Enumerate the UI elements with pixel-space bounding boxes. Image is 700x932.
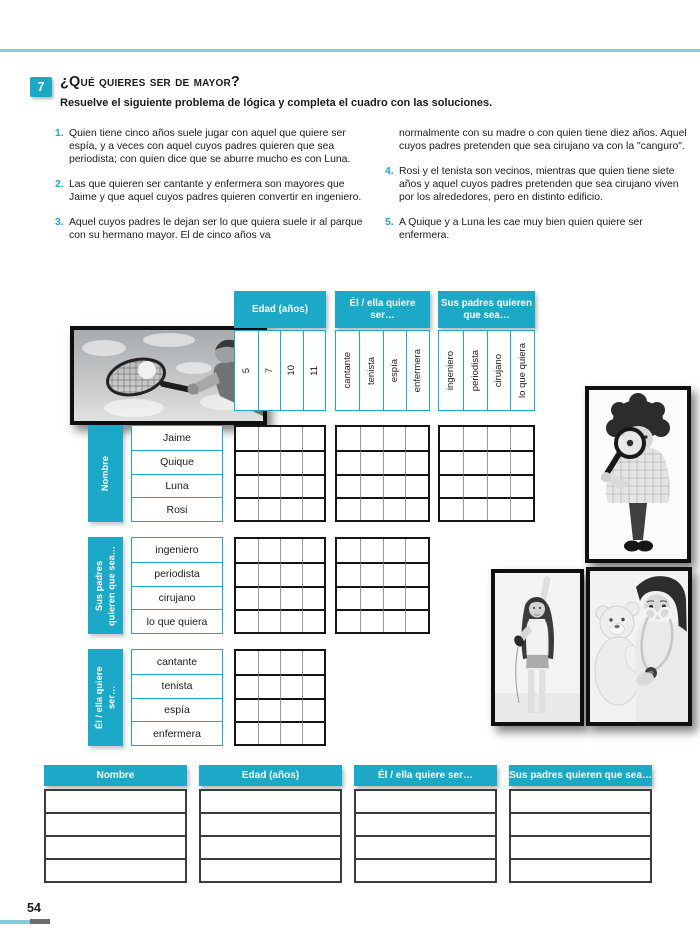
- clues-left-column: [55, 127, 375, 254]
- grid-cell[interactable]: [236, 474, 258, 497]
- grid-cell[interactable]: [280, 609, 302, 632]
- page-number: 54: [27, 901, 41, 915]
- grid-cell[interactable]: [405, 586, 428, 609]
- footer-rule-gray: [30, 919, 50, 924]
- nurse-girl-image: [590, 571, 688, 722]
- row-label: Rosi: [132, 497, 222, 521]
- grid-cell[interactable]: [405, 539, 428, 562]
- solution-header-padres: Sus padres quieren que sea…: [509, 765, 652, 786]
- grid-cell[interactable]: [236, 497, 258, 520]
- grid-columns-quiere-ser: [335, 330, 430, 411]
- row-label: tenista: [132, 674, 222, 698]
- row-label: cantante: [156, 655, 198, 668]
- grid-cell[interactable]: [337, 539, 360, 562]
- grid-cell[interactable]: [383, 609, 406, 632]
- row-label: cirujano: [132, 586, 222, 610]
- magnifying-glass-boy-image: [589, 390, 687, 559]
- grid-cell[interactable]: [383, 450, 406, 473]
- grid-cell[interactable]: [405, 497, 428, 520]
- photo-singing-girl: [491, 569, 584, 726]
- clue-text: Quien tiene cinco años suele jugar con aquel que quiere ser espía, y a veces con aquel cuyos padres quieren que sea periodista; con quien dice que se aburre mucho es con Luna.: [69, 128, 351, 165]
- grid-cell[interactable]: [337, 427, 360, 450]
- grid-cell[interactable]: [302, 539, 324, 562]
- grid-column-label: 11: [303, 331, 326, 410]
- row-label: Quique: [132, 450, 222, 474]
- solution-header-edad: Edad (años): [199, 765, 342, 786]
- grid-cell[interactable]: [236, 698, 258, 721]
- answer-box[interactable]: [199, 789, 342, 814]
- grid-nombre-edad: [234, 425, 326, 522]
- grid-cell[interactable]: [236, 427, 258, 450]
- grid-cell[interactable]: [258, 651, 280, 674]
- row-label: Jaime: [162, 431, 191, 444]
- grid-cell[interactable]: [236, 562, 258, 585]
- grid-cell[interactable]: [236, 539, 258, 562]
- row-labels-nombre: [131, 425, 223, 522]
- grid-cell[interactable]: [302, 698, 324, 721]
- grid-cell[interactable]: [302, 562, 324, 585]
- grid-cell[interactable]: [510, 474, 533, 497]
- grid-column-label: 10: [280, 331, 303, 410]
- answer-box[interactable]: [354, 812, 497, 837]
- grid-cell[interactable]: [360, 427, 383, 450]
- grid-column-label: lo que quiera: [510, 331, 534, 410]
- row-label: lo que quiera: [132, 609, 222, 633]
- grid-column-label: tenista: [359, 331, 382, 410]
- grid-column-label: espía: [383, 331, 406, 410]
- answer-box[interactable]: [44, 858, 187, 883]
- answer-box[interactable]: [354, 835, 497, 860]
- solution-rows-nombre: [44, 789, 187, 883]
- footer-rule-teal: [0, 920, 30, 924]
- grid-cell[interactable]: [510, 450, 533, 473]
- clue-item: [385, 165, 687, 204]
- clue-text: Rosi y el tenista son vecinos, mientras que quien tiene siete años y aquel cuyos padres pretenden que sea cirujano viven por los alrededores, pero en distinto edificio.: [399, 166, 679, 203]
- clue-text: A Quique y a Luna les cae muy bien quien quiere ser enfermera.: [399, 217, 643, 241]
- clue-number: 2.: [55, 179, 64, 190]
- grid-column-label: cirujano: [487, 331, 511, 410]
- grid-cell[interactable]: [280, 721, 302, 744]
- exercise-number-badge: 7: [30, 77, 52, 97]
- grid-cell[interactable]: [258, 698, 280, 721]
- grid-cell[interactable]: [258, 474, 280, 497]
- grid-column-label: periodista: [463, 331, 487, 410]
- grid-columns-padres: [438, 330, 535, 411]
- photo-nurse-girl: [586, 567, 692, 726]
- grid-cell[interactable]: [487, 427, 510, 450]
- grid-cell[interactable]: [360, 539, 383, 562]
- grid-cell[interactable]: [280, 539, 302, 562]
- grid-cell[interactable]: [487, 450, 510, 473]
- answer-box[interactable]: [199, 812, 342, 837]
- clue-number: 1.: [55, 128, 64, 139]
- clue-number: 5.: [385, 217, 394, 228]
- grid-cell[interactable]: [440, 427, 463, 450]
- grid-padres-quiere-ser: [335, 537, 430, 634]
- row-label: enfermera: [132, 721, 222, 745]
- grid-cell[interactable]: [383, 474, 406, 497]
- grid-cell[interactable]: [302, 427, 324, 450]
- grid-cell[interactable]: [280, 698, 302, 721]
- grid-cell[interactable]: [360, 497, 383, 520]
- clue-item: [385, 216, 687, 242]
- grid-cell[interactable]: [383, 586, 406, 609]
- row-group-label-nombre: Nombre: [88, 425, 123, 522]
- grid-cell[interactable]: [280, 586, 302, 609]
- grid-cell[interactable]: [360, 450, 383, 473]
- grid-cell[interactable]: [302, 450, 324, 473]
- grid-cell[interactable]: [337, 497, 360, 520]
- answer-box[interactable]: [509, 789, 652, 814]
- grid-cell[interactable]: [337, 586, 360, 609]
- answer-box[interactable]: [199, 835, 342, 860]
- grid-cell[interactable]: [440, 497, 463, 520]
- grid-cell[interactable]: [510, 427, 533, 450]
- row-labels-padres: [131, 537, 223, 634]
- grid-cell[interactable]: [487, 497, 510, 520]
- grid-cell[interactable]: [302, 497, 324, 520]
- singing-girl-image: [495, 573, 580, 722]
- grid-cell[interactable]: [280, 474, 302, 497]
- grid-cell[interactable]: [236, 609, 258, 632]
- solution-header-nombre: Nombre: [44, 765, 187, 786]
- grid-cell[interactable]: [258, 586, 280, 609]
- grid-cell[interactable]: [463, 497, 486, 520]
- grid-padres-edad: [234, 537, 326, 634]
- answer-box[interactable]: [354, 789, 497, 814]
- solution-rows-padres: [509, 789, 652, 883]
- grid-cell[interactable]: [302, 674, 324, 697]
- top-rule: [0, 49, 700, 52]
- grid-cell[interactable]: [360, 609, 383, 632]
- clue-item: [55, 127, 375, 166]
- answer-box[interactable]: [509, 835, 652, 860]
- grid-column-label: cantante: [342, 352, 354, 389]
- grid-cell[interactable]: [360, 474, 383, 497]
- grid-cell[interactable]: [280, 651, 302, 674]
- solution-rows-edad: [199, 789, 342, 883]
- row-label: periodista: [132, 562, 222, 586]
- row-label: Luna: [132, 474, 222, 498]
- grid-nombre-quiere-ser: [335, 425, 430, 522]
- grid-cell[interactable]: [302, 474, 324, 497]
- answer-box[interactable]: [44, 812, 187, 837]
- grid-cell[interactable]: [360, 586, 383, 609]
- row-group-label-padres: Sus padres quieren que sea…: [88, 537, 123, 634]
- row-labels-quiere-ser: [131, 649, 223, 746]
- grid-column-label: 5: [240, 367, 252, 374]
- grid-cell[interactable]: [440, 474, 463, 497]
- grid-header-padres: Sus padres quieren que sea…: [438, 291, 535, 328]
- grid-column-label: ingeniero: [445, 350, 457, 391]
- grid-cell[interactable]: [337, 609, 360, 632]
- grid-cell[interactable]: [236, 651, 258, 674]
- solution-rows-quiere-ser: [354, 789, 497, 883]
- grid-cell[interactable]: [487, 474, 510, 497]
- clue-text: normalmente con su madre o con quien tiene diez años. Aquel cuyos padres pretenden que sea cirujano va con la "canguro".: [399, 128, 687, 152]
- answer-box[interactable]: [354, 858, 497, 883]
- grid-cell[interactable]: [236, 721, 258, 744]
- clue-item: [385, 127, 687, 153]
- grid-cell[interactable]: [258, 562, 280, 585]
- grid-cell[interactable]: [360, 562, 383, 585]
- clue-number: 3.: [55, 217, 64, 228]
- grid-cell[interactable]: [258, 609, 280, 632]
- answer-box[interactable]: [44, 835, 187, 860]
- answer-box[interactable]: [509, 812, 652, 837]
- grid-cell[interactable]: [405, 609, 428, 632]
- clue-item: [55, 178, 375, 204]
- grid-cell[interactable]: [236, 586, 258, 609]
- grid-cell[interactable]: [280, 450, 302, 473]
- answer-box[interactable]: [199, 858, 342, 883]
- grid-cell[interactable]: [383, 562, 406, 585]
- grid-cell[interactable]: [258, 427, 280, 450]
- grid-cell[interactable]: [280, 497, 302, 520]
- grid-cell[interactable]: [258, 721, 280, 744]
- grid-cell[interactable]: [302, 721, 324, 744]
- clue-text: Las que quieren ser cantante y enfermera son mayores que Jaime y que aquel cuyos padres quieren convertir en ingeniero.: [69, 179, 362, 203]
- grid-cell[interactable]: [258, 539, 280, 562]
- grid-cell[interactable]: [302, 586, 324, 609]
- answer-box[interactable]: [509, 858, 652, 883]
- grid-cell[interactable]: [405, 450, 428, 473]
- grid-cell[interactable]: [280, 427, 302, 450]
- grid-cell[interactable]: [510, 497, 533, 520]
- grid-cell[interactable]: [337, 450, 360, 473]
- grid-header-edad: Edad (años): [234, 291, 326, 328]
- grid-cell[interactable]: [280, 562, 302, 585]
- instructions: Resuelve el siguiente problema de lógica y completa el cuadro con las soluciones.: [60, 97, 493, 109]
- grid-cell[interactable]: [440, 450, 463, 473]
- grid-cell[interactable]: [337, 474, 360, 497]
- photo-magnifying-glass-boy: [585, 386, 691, 563]
- grid-cell[interactable]: [463, 450, 486, 473]
- grid-cell[interactable]: [463, 427, 486, 450]
- grid-cell[interactable]: [258, 497, 280, 520]
- grid-cell[interactable]: [302, 609, 324, 632]
- grid-cell[interactable]: [236, 674, 258, 697]
- clue-number: 4.: [385, 166, 394, 177]
- row-label: ingeniero: [155, 543, 199, 556]
- grid-cell[interactable]: [405, 474, 428, 497]
- grid-cell[interactable]: [405, 427, 428, 450]
- grid-cell[interactable]: [383, 539, 406, 562]
- grid-cell[interactable]: [258, 674, 280, 697]
- clues-right-column: [385, 127, 687, 254]
- grid-column-label: enfermera: [406, 331, 429, 410]
- row-group-label-quiere-ser: Él / ella quiere ser…: [88, 649, 123, 746]
- solution-header-quiere-ser: Él / ella quiere ser…: [354, 765, 497, 786]
- grid-nombre-padres: [438, 425, 535, 522]
- page-title: ¿Qué quieres ser de mayor?: [60, 74, 240, 90]
- grid-cell[interactable]: [302, 651, 324, 674]
- grid-columns-edad: [234, 330, 326, 411]
- grid-header-quiere-ser: Él / ella quiere ser…: [335, 291, 430, 328]
- row-label: espía: [132, 698, 222, 722]
- grid-cell[interactable]: [383, 497, 406, 520]
- grid-cell[interactable]: [236, 450, 258, 473]
- grid-column-label: 7: [258, 331, 281, 410]
- grid-cell[interactable]: [463, 474, 486, 497]
- grid-cell[interactable]: [337, 562, 360, 585]
- clue-item: [55, 216, 375, 242]
- grid-cell[interactable]: [405, 562, 428, 585]
- answer-box[interactable]: [44, 789, 187, 814]
- clue-text: Aquel cuyos padres le dejan ser lo que quiera suele ir al parque con su hermano mayor. El de cinco años va: [69, 217, 363, 241]
- grid-cell[interactable]: [280, 674, 302, 697]
- grid-cell[interactable]: [383, 427, 406, 450]
- grid-cell[interactable]: [258, 450, 280, 473]
- grid-quiere-ser-edad: [234, 649, 326, 746]
